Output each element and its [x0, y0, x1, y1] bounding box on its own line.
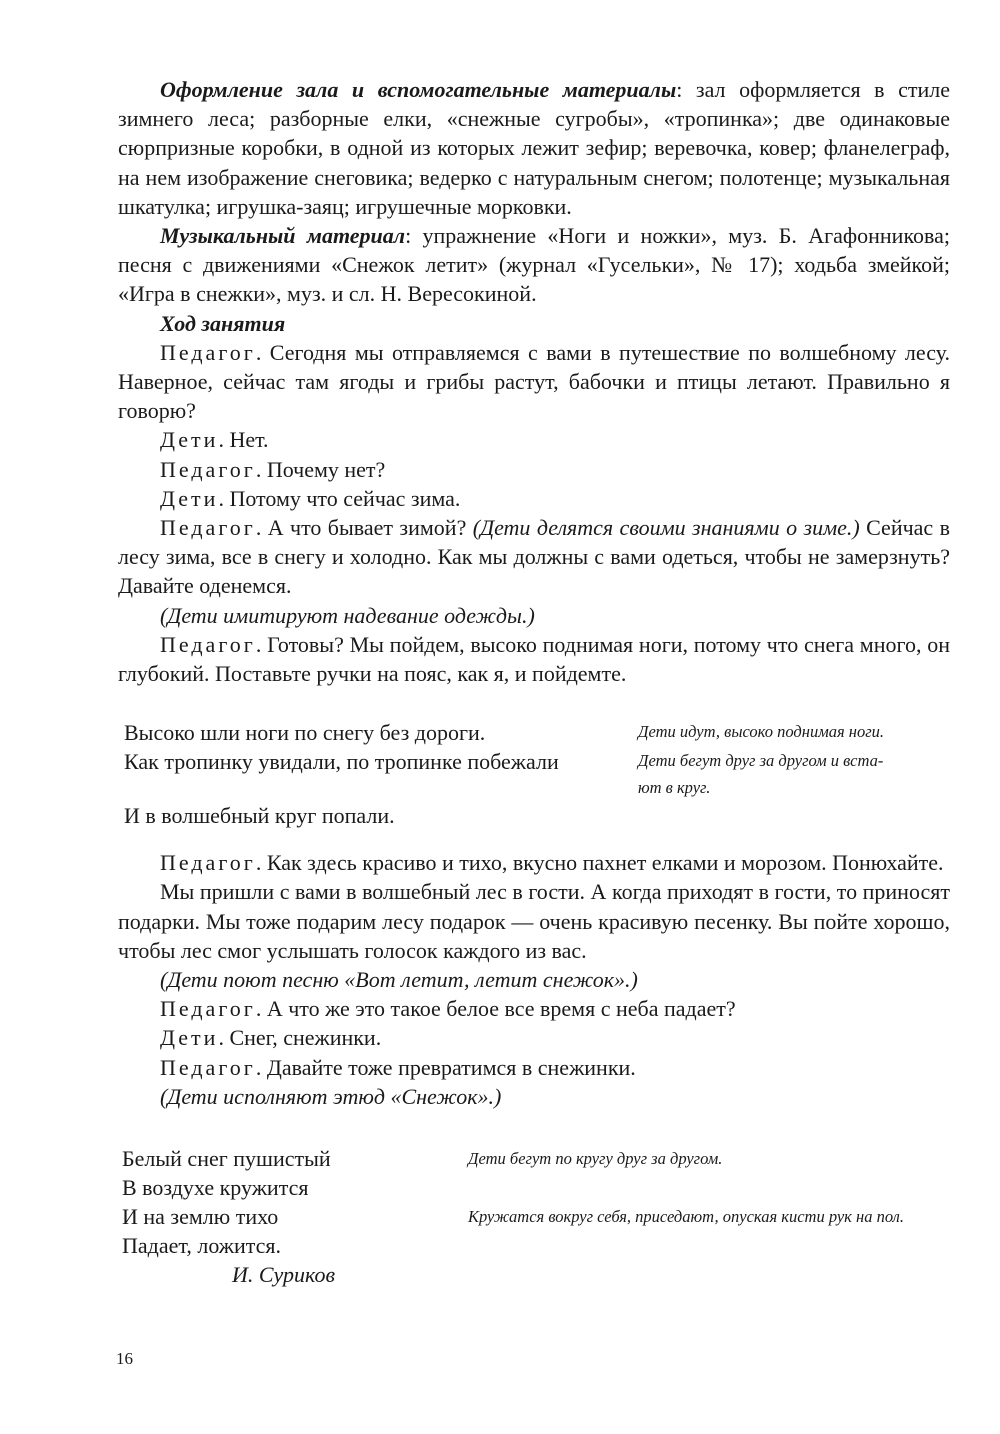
line-text: . Потому что сейчас зима.: [218, 485, 461, 511]
dialog-line: [118, 513, 950, 601]
page-number: 16: [116, 1349, 133, 1368]
music-text: : упражнение «Ноги и ножки», муз. Б. Агафонникова; песня с движениями «Снежок летит» (журнал «Гусельки», № 17); ходьба змейкой; «Игра в снежки», муз. и сл. Н. Вересокиной.: [118, 223, 950, 307]
line-text: . Давайте тоже превратимся в снежинки.: [255, 1054, 636, 1080]
dialog-line: [118, 630, 950, 688]
speaker: Педагог: [160, 1054, 256, 1080]
verse-line: И в волшебный круг попали.: [124, 803, 395, 829]
section-heading: Ход занятия: [160, 310, 286, 336]
line-text: . Готовы? Мы пойдем, высоко поднимая ноги, потому что снега много, он глубокий. Поставьте ручки на пояс, как я, и пойдемте.: [118, 631, 950, 687]
verse-line: В воздухе кружится: [122, 1175, 309, 1201]
stage-direction: (Дети имитируют надевание одежды.): [160, 602, 535, 628]
decor-text: : зал оформляется в стиле зимнего леса; разборные елки, «снежные сугробы», «тропинка»; две одинаковые сюрпризные коробки, в одной из которых лежит зефир; веревочка, ковер; фланелеграф, на нем изображение снеговика; ведерко с натуральным снегом; полотенце; музыкальная шкатулка; игрушка-заяц; игрушечные морковки.: [118, 77, 950, 219]
stage-direction: (Дети поют песню «Вот летит, летит снежок».): [160, 967, 638, 993]
verse-line: Белый снег пушистый: [122, 1146, 331, 1172]
verse-note: ют в круг.: [638, 778, 711, 798]
dialog-line: [118, 848, 950, 877]
line-text: . Снег, снежинки.: [218, 1025, 382, 1051]
speaker: Педагог: [160, 850, 256, 876]
speaker: Педагог: [160, 996, 256, 1022]
dialog-line: [118, 994, 950, 1023]
verse-line: Падает, ложится.: [122, 1233, 282, 1259]
speaker: Педагог: [160, 515, 256, 541]
dialog-line: Мы пришли с вами в волшебный лес в гости. А когда приходят в гости, то приносят подарки. Мы тоже подарим лесу подарок — очень красивую песенку. Вы пойте хорошо, чтобы лес смог услышать голосок каждого из вас.: [118, 879, 950, 963]
line-text: . Как здесь красиво и тихо, вкусно пахнет елками и морозом. Понюхайте.: [255, 850, 944, 876]
verse-note: Дети бегут друг за другом и вста-: [638, 751, 884, 771]
dialog-line: [118, 1023, 950, 1052]
verse-note: Дети бегут по кругу друг за другом.: [468, 1149, 723, 1169]
dialog-line: [118, 338, 950, 426]
speaker: Педагог: [160, 456, 256, 482]
line-text: . Нет.: [218, 427, 269, 453]
paragraph-music: [118, 221, 950, 309]
verse-author: И. Суриков: [232, 1262, 336, 1288]
dialog-line: [118, 1053, 950, 1082]
line-text: . Сегодня мы отправляемся с вами в путешествие по волшебному лесу. Наверное, сейчас там ягоды и грибы растут, бабочки и птицы летают. Правильно я говорю?: [118, 339, 950, 424]
music-title: Музыкальный материал: [160, 223, 406, 249]
verse-line: Высоко шли ноги по снегу без дороги.: [124, 720, 486, 746]
speaker: Педагог: [160, 631, 256, 657]
verse-note: Кружатся вокруг себя, приседают, опуская кисти рук на пол.: [468, 1207, 904, 1227]
line-text: . А что же это такое белое все время с неба падает?: [255, 996, 736, 1022]
verse-line: И на землю тихо: [122, 1204, 279, 1230]
decor-title: Оформление зала и вспомогательные материалы: [160, 77, 677, 102]
verse-note: Дети идут, высоко поднимая ноги.: [638, 722, 885, 742]
speaker: Дети: [160, 485, 219, 511]
dialog-line: [118, 455, 950, 484]
speaker: Дети: [160, 1025, 219, 1051]
line-text: . Почему нет?: [255, 456, 386, 482]
line-text: . А что бывает зимой?: [255, 515, 473, 541]
dialog-line: [118, 484, 950, 513]
speaker: Педагог: [160, 339, 256, 365]
stage-direction: (Дети исполняют этюд «Снежок».): [160, 1083, 502, 1109]
page-content: [118, 75, 950, 1294]
line-text: Сейчас в лесу зима, все в снегу и холодно. Как мы должны с вами одеться, чтобы не замерзнуть? Давайте оденемся.: [118, 515, 950, 599]
speaker: Дети: [160, 427, 219, 453]
stage-direction: (Дети делятся своими знаниями о зиме.): [472, 515, 860, 541]
verse-line: Как тропинку увидали, по тропинке побежали: [124, 749, 559, 775]
paragraph-decor: [118, 75, 950, 221]
verse-block-2: [122, 1144, 950, 1294]
dialog-line: [118, 425, 950, 454]
verse-block-1: [124, 718, 950, 829]
